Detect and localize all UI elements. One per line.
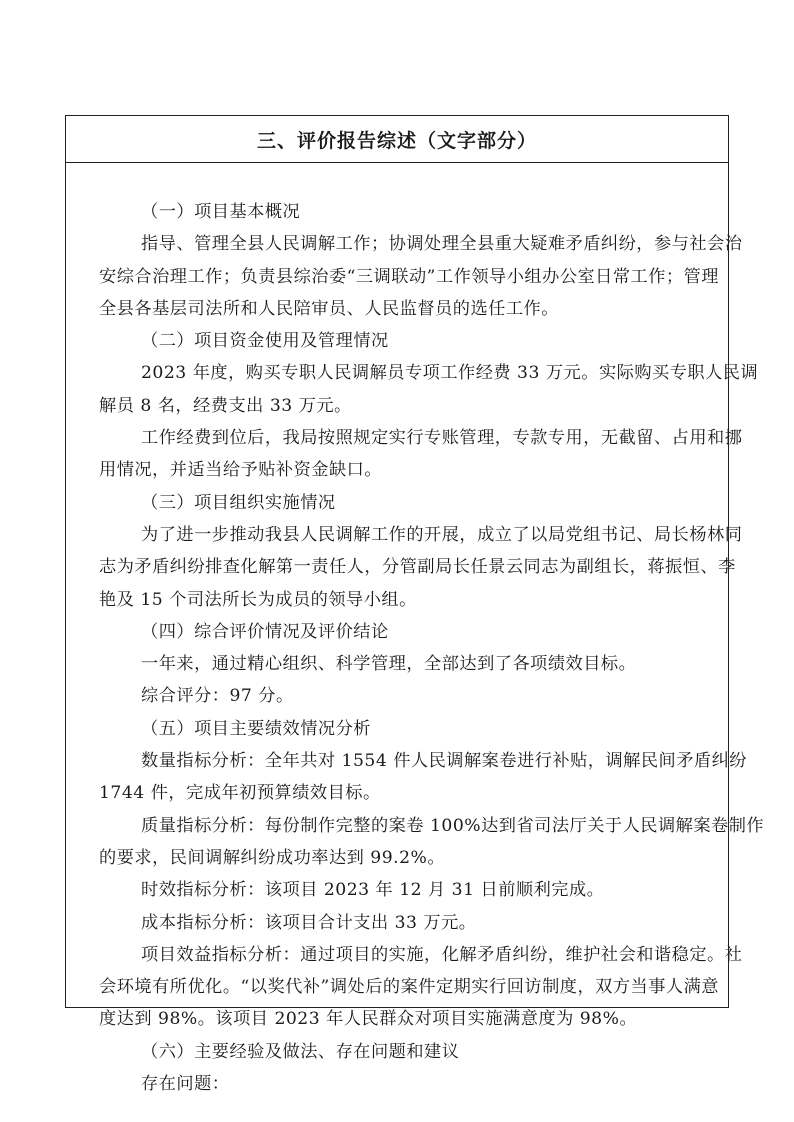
text-line: 度达到 98%。该项目 2023 年人民群众对项目实施满意度为 98%。 xyxy=(99,1009,638,1030)
text-line: 全县各基层司法所和人民陪审员、人民监督员的选任工作。 xyxy=(99,298,559,319)
section-title: （四）综合评价情况及评价结论 xyxy=(141,621,389,642)
text-line: 项目效益指标分析：通过项目的实施，化解矛盾纠纷，维护社会和谐稳定。社 xyxy=(141,944,743,965)
text-line: 艳及 15 个司法所长为成员的领导小组。 xyxy=(99,589,417,610)
heading-row xyxy=(66,116,728,163)
text-line: 为了进一步推动我县人民调解工作的开展，成立了以局党组书记、局长杨林同 xyxy=(141,524,743,545)
text-line: 1744 件，完成年初预算绩效目标。 xyxy=(99,783,381,804)
text-line: 存在问题： xyxy=(141,1074,230,1095)
text-line: 会环境有所优化。“以奖代补”调处后的案件定期实行回访制度，双方当事人满意 xyxy=(99,977,719,998)
section-title: （六）主要经验及做法、存在问题和建议 xyxy=(141,1041,460,1062)
section-title: （三）项目组织实施情况 xyxy=(141,492,336,513)
text-line: 的要求，民间调解纠纷成功率达到 99.2%。 xyxy=(99,847,446,868)
report-heading: 三、评价报告综述（文字部分） xyxy=(256,129,537,152)
text-line: 解员 8 名，经费支出 33 万元。 xyxy=(99,395,352,416)
text-line: 成本指标分析：该项目合计支出 33 万元。 xyxy=(141,912,477,933)
text-line: 质量指标分析：每份制作完整的案卷 100%达到省司法厅关于人民调解案卷制作 xyxy=(141,815,765,836)
section-title: （一）项目基本概况 xyxy=(141,202,301,222)
text-line: 用情况，并适当给予贴补资金缺口。 xyxy=(99,460,383,481)
report-body xyxy=(66,163,765,1100)
text-line: 时效指标分析：该项目 2023 年 12 月 31 日前顺利完成。 xyxy=(141,880,605,901)
text-line: 综合评分：97 分。 xyxy=(141,686,294,707)
text-line: 志为矛盾纠纷排查化解第一责任人，分管副局长任景云同志为副组长，蒋振恒、李 xyxy=(99,557,736,578)
text-line: 一年来，通过精心组织、科学管理，全部达到了各项绩效目标。 xyxy=(141,654,637,675)
text-line: 安综合治理工作；负责县综治委“三调联动”工作领导小组办公室日常工作；管理 xyxy=(99,266,719,287)
text-line: 2023 年度，购买专职人民调解员专项工作经费 33 万元。实际购买专职人民调 xyxy=(141,363,759,384)
section-title: （二）项目资金使用及管理情况 xyxy=(141,331,389,352)
report-table xyxy=(65,115,765,1095)
text-line: 指导、管理全县人民调解工作；协调处理全县重大疑难矛盾纠纷，参与社会治 xyxy=(141,234,743,255)
text-line: 数量指标分析：全年共对 1554 件人民调解案卷进行补贴，调解民间矛盾纠纷 xyxy=(141,751,747,772)
text-line: 工作经费到位后，我局按照规定实行专账管理，专款专用，无截留、占用和挪 xyxy=(141,428,743,449)
section-title: （五）项目主要绩效情况分析 xyxy=(141,718,371,739)
